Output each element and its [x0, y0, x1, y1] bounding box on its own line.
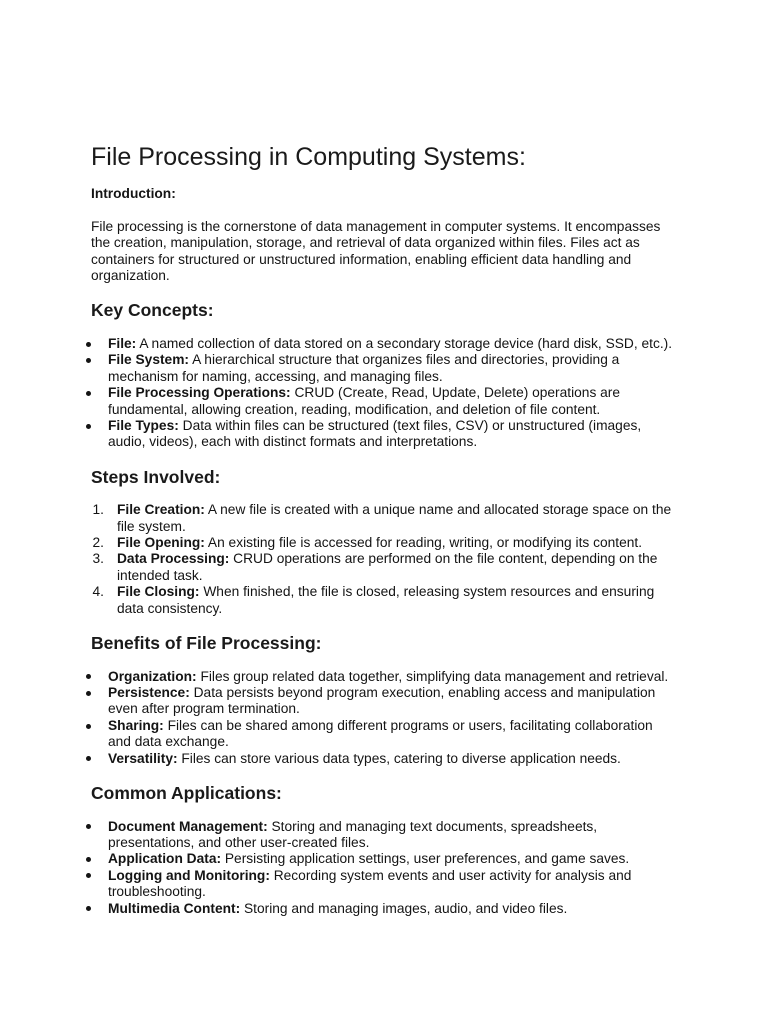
applications-list: [91, 819, 676, 917]
list-item: [108, 851, 676, 867]
bullet-icon: [86, 391, 91, 396]
item-text: Files group related data together, simplifying data management and retrieval.: [200, 668, 669, 684]
item-term: File Closing:: [117, 584, 200, 600]
item-text: Files can be shared among different programs or users, facilitating collaboration and data exchange.: [108, 717, 653, 750]
item-term: File:: [108, 335, 137, 351]
item-text: Data within files can be structured (text files, CSV) or unstructured (images, audio, videos), each with distinct formats and interpretations.: [108, 417, 642, 450]
item-term: Logging and Monitoring:: [108, 867, 270, 883]
list-item: [108, 751, 676, 767]
list-item: [108, 669, 676, 685]
list-item: [108, 819, 676, 852]
bullet-icon: [86, 724, 91, 729]
item-text: Persisting application settings, user preferences, and game saves.: [224, 851, 630, 867]
item-term: Persistence:: [108, 685, 190, 701]
list-item: [108, 901, 676, 917]
step-number: 1.: [92, 502, 104, 518]
list-item: [108, 385, 676, 418]
item-term: File Opening:: [117, 535, 205, 551]
bullet-icon: [86, 424, 91, 429]
steps-heading: Steps Involved:: [91, 466, 221, 487]
item-text: A hierarchical structure that organizes files and directories, providing a mechanism for naming, accessing, and managing files.: [108, 352, 620, 384]
step-number: 2.: [92, 535, 104, 551]
item-text: CRUD (Create, Read, Update, Delete) operations are fundamental, allowing creation, reading, modification, and deletion of file content.: [108, 385, 621, 417]
list-item: [108, 352, 676, 385]
item-text: CRUD operations are performed on the file content, depending on the intended task.: [117, 551, 658, 583]
item-term: Versatility:: [108, 750, 178, 766]
bullet-icon: [86, 674, 91, 679]
bullet-icon: [86, 756, 91, 761]
item-text: Storing and managing images, audio, and video files.: [243, 900, 568, 916]
list-item: [92, 551, 680, 584]
item-term: File Processing Operations:: [108, 385, 291, 401]
item-text: Recording system events and user activity for analysis and troubleshooting.: [108, 867, 632, 900]
bullet-icon: [86, 873, 91, 878]
list-item: [92, 502, 680, 535]
item-text: When finished, the file is closed, releasing system resources and ensuring data consistency.: [117, 584, 655, 616]
list-item: [108, 718, 676, 751]
document-body: [91, 143, 680, 917]
item-term: Multimedia Content:: [108, 900, 241, 916]
list-item: [108, 868, 676, 901]
item-term: Sharing:: [108, 717, 164, 733]
item-term: Application Data:: [108, 851, 222, 867]
item-term: File Types:: [108, 417, 179, 433]
list-item: [108, 336, 676, 352]
bullet-icon: [86, 906, 91, 911]
intro-heading: Introduction:: [91, 186, 176, 201]
steps-list: [91, 502, 680, 617]
bullet-icon: [86, 857, 91, 862]
item-text: A new file is created with a unique name and allocated storage space on the file system.: [117, 502, 672, 534]
item-term: File Creation:: [117, 502, 205, 518]
benefits-heading: Benefits of File Processing:: [91, 633, 322, 654]
item-text: Data persists beyond program execution, enabling access and manipulation even after program termination.: [108, 685, 656, 717]
item-term: Document Management:: [108, 818, 268, 834]
intro-paragraph: File processing is the cornerstone of data management in computer systems. It encompasses the creation, manipulation, storage, and retrieval of data organized within files. Files act as containers for structured or unstructured information, enabling efficient data handling and organization.: [91, 218, 661, 284]
item-term: Organization:: [108, 668, 197, 684]
key-concepts-list: [91, 336, 676, 451]
bullet-icon: [86, 342, 91, 347]
applications-heading: Common Applications:: [91, 783, 282, 804]
list-item: [108, 685, 676, 718]
benefits-list: [91, 669, 676, 767]
step-number: 3.: [92, 551, 104, 567]
key-concepts-heading: Key Concepts:: [91, 300, 214, 321]
bullet-icon: [86, 824, 91, 829]
item-text: Storing and managing text documents, spreadsheets, presentations, and other user-created files.: [108, 818, 598, 850]
list-item: [108, 418, 676, 451]
list-item: [92, 584, 680, 617]
list-item: [92, 535, 680, 551]
item-term: Data Processing:: [117, 551, 230, 567]
item-text: An existing file is accessed for reading, writing, or modifying its content.: [207, 535, 643, 551]
bullet-icon: [86, 691, 91, 696]
item-term: File System:: [108, 352, 190, 368]
step-number: 4.: [92, 584, 104, 600]
item-text: Files can store various data types, catering to diverse application needs.: [181, 750, 621, 766]
item-text: A named collection of data stored on a secondary storage device (hard disk, SSD, etc.).: [139, 335, 673, 351]
bullet-icon: [86, 358, 91, 363]
page-title: File Processing in Computing Systems:: [91, 143, 526, 171]
